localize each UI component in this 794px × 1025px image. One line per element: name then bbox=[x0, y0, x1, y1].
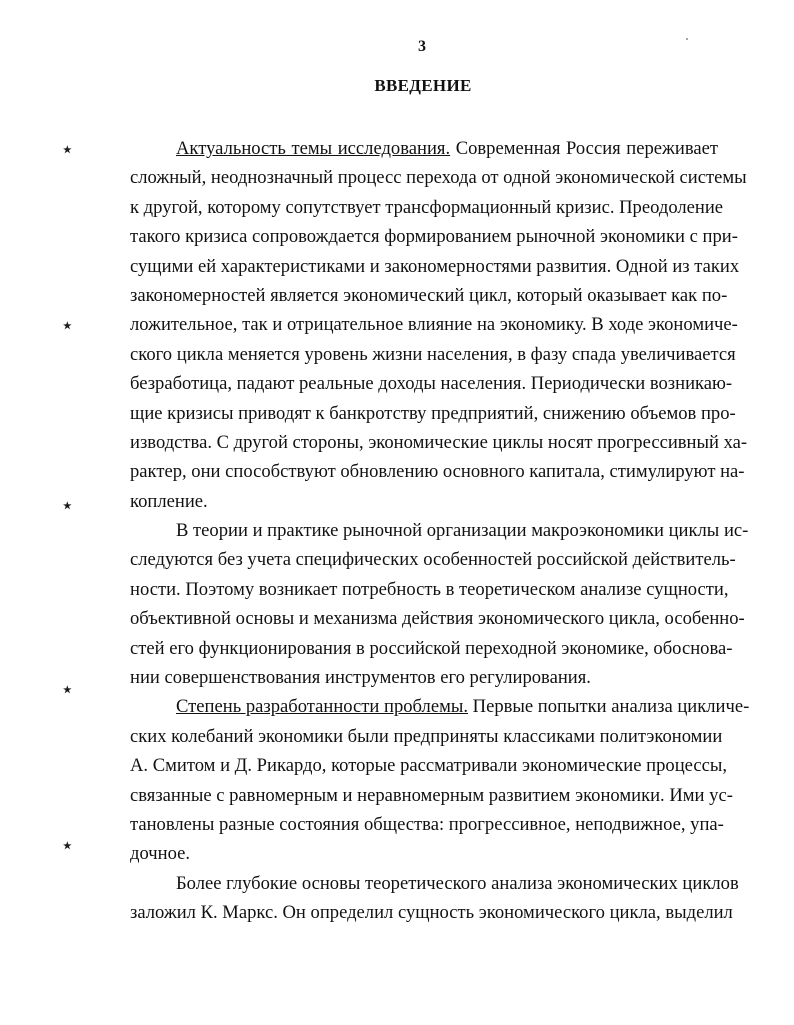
line-text: ских колебаний экономики были предприняты классиками политэкономии bbox=[130, 725, 723, 747]
line-text: безработица, падают реальные доходы населения. Периодически возникаю- bbox=[130, 373, 733, 395]
line-text: к другой, которому сопутствует трансформационный кризис. Преодоление bbox=[130, 196, 724, 218]
line-text: нии совершенствования инструментов его регулирования. bbox=[130, 667, 591, 689]
text-line bbox=[130, 222, 738, 251]
text-line bbox=[130, 252, 740, 281]
line-text: сущими ей характеристиками и закономерностями развития. Одной из таких bbox=[130, 255, 740, 277]
line-text: ности. Поэтому возникает потребность в теоретическом анализе сущности, bbox=[130, 578, 729, 600]
margin-mark: ⋆ bbox=[62, 496, 73, 515]
text-line bbox=[130, 193, 724, 222]
line-text: тановлены разные состояния общества: прогрессивное, неподвижное, упа- bbox=[130, 813, 724, 835]
text-line bbox=[130, 399, 736, 428]
text-line bbox=[130, 340, 736, 369]
text-line bbox=[130, 722, 723, 751]
line-text: связанные с равномерным и неравномерным развитием экономики. Ими ус- bbox=[130, 784, 733, 806]
line-text: рактер, они способствуют обновлению основного капитала, стимулируют на- bbox=[130, 461, 745, 483]
text-line bbox=[130, 751, 728, 780]
section-heading-inline: Актуальность темы исследования. bbox=[176, 138, 451, 159]
text-line bbox=[130, 428, 748, 457]
margin-mark: ⋆ bbox=[62, 140, 73, 159]
text-line bbox=[130, 604, 745, 633]
text-line bbox=[130, 898, 733, 927]
line-text: В теории и практике рыночной организации макроэкономики циклы ис- bbox=[176, 520, 749, 542]
line-text: Первые попытки анализа цикличе- bbox=[468, 696, 750, 718]
text-line bbox=[130, 487, 718, 516]
margin-mark: ⋆ bbox=[62, 836, 73, 855]
page-title: ВВЕДЕНИЕ bbox=[374, 76, 472, 95]
body-text bbox=[130, 134, 750, 928]
text-line bbox=[130, 457, 745, 486]
text-line bbox=[130, 839, 718, 868]
text-line bbox=[130, 810, 724, 839]
margin-mark: ⋆ bbox=[62, 680, 73, 699]
line-text: А. Смитом и Д. Рикардо, которые рассматривали экономические процессы, bbox=[130, 755, 728, 777]
text-line bbox=[130, 281, 728, 310]
line-text: Современная Россия переживает bbox=[450, 138, 719, 159]
section-heading-inline: Степень разработанности проблемы. bbox=[176, 696, 468, 718]
page-number: 3 bbox=[418, 38, 426, 55]
line-text: сложный, неоднозначный процесс перехода от одной экономической системы bbox=[130, 167, 747, 189]
line-text: ложительное, так и отрицательное влияние на экономику. В ходе экономиче- bbox=[130, 314, 738, 336]
line-text: следуются без учета специфических особенностей российской действитель- bbox=[130, 549, 736, 571]
line-text: Более глубокие основы теоретического анализа экономических циклов bbox=[176, 872, 739, 894]
text-line bbox=[130, 163, 747, 192]
text-line bbox=[130, 134, 718, 163]
line-text: ского цикла меняется уровень жизни населения, в фазу спада увеличивается bbox=[130, 343, 736, 365]
line-text: стей его функционирования в российской переходной экономике, обоснова- bbox=[130, 637, 733, 659]
text-line bbox=[130, 310, 738, 339]
text-line bbox=[130, 663, 718, 692]
line-text: изводства. С другой стороны, экономические циклы носят прогрессивный ха- bbox=[130, 431, 748, 453]
text-line bbox=[130, 545, 736, 574]
text-line bbox=[130, 369, 733, 398]
text-line bbox=[130, 516, 749, 545]
line-text: такого кризиса сопровождается формированием рыночной экономики с при- bbox=[130, 226, 738, 248]
text-line bbox=[130, 634, 733, 663]
scan-speck bbox=[686, 38, 688, 40]
line-text: заложил К. Маркс. Он определил сущность экономического цикла, выделил bbox=[130, 902, 733, 924]
line-text: дочное. bbox=[130, 843, 191, 865]
text-line bbox=[130, 781, 733, 810]
line-text: копление. bbox=[130, 490, 208, 512]
text-line bbox=[130, 575, 729, 604]
line-text: объективной основы и механизма действия экономического цикла, особенно- bbox=[130, 608, 745, 630]
text-line bbox=[130, 692, 750, 721]
line-text: закономерностей является экономический цикл, который оказывает как по- bbox=[130, 284, 728, 306]
margin-mark: ⋆ bbox=[62, 316, 73, 335]
text-line bbox=[130, 869, 739, 898]
line-text: щие кризисы приводят к банкротству предприятий, снижению объемов про- bbox=[130, 402, 736, 424]
